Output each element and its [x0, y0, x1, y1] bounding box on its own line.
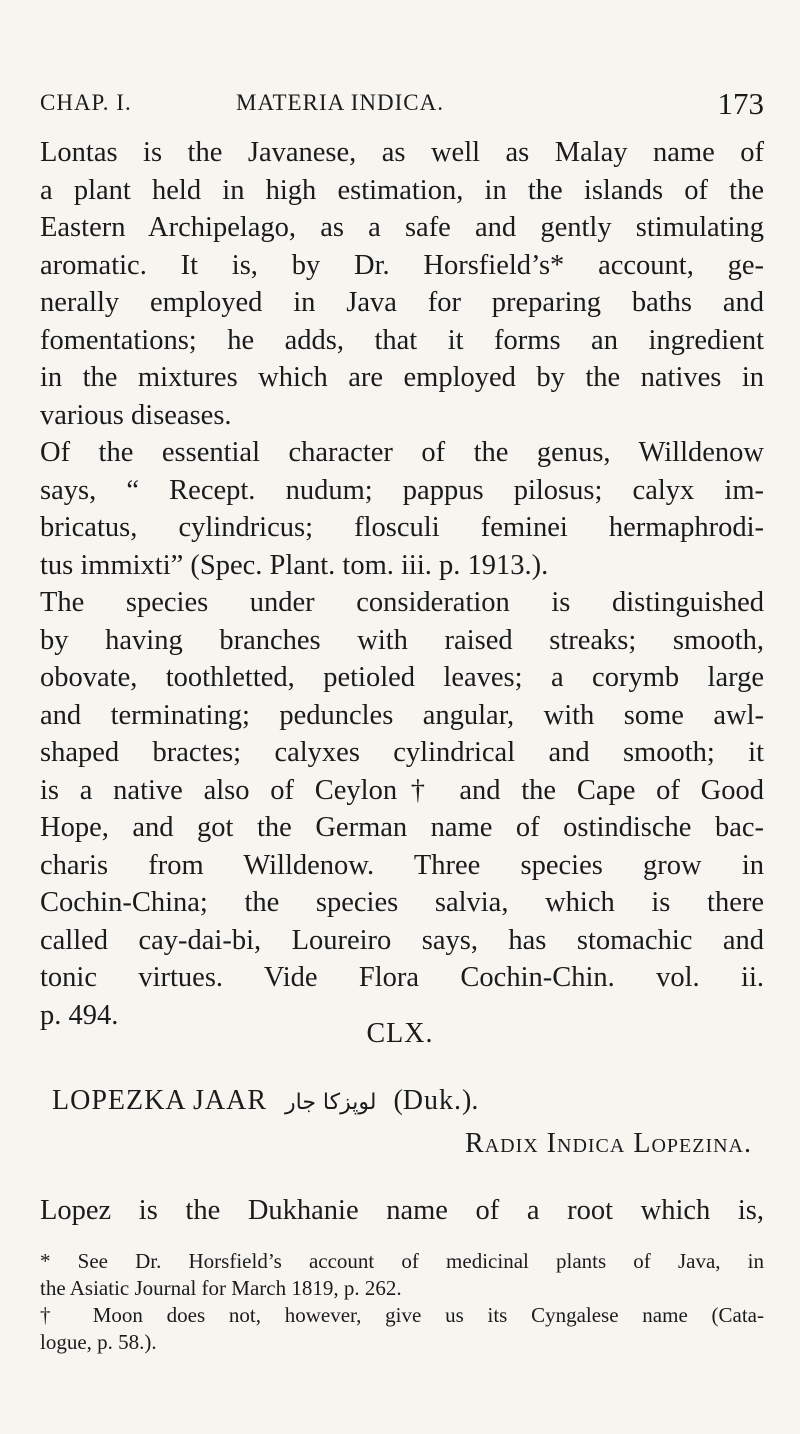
- footnote-line: † Moon does not, however, give us its Cyngalese name (Cata-: [40, 1303, 764, 1327]
- heading-arabic: لوپزكا جار: [285, 1090, 377, 1115]
- entry-heading: [52, 1085, 752, 1117]
- entry-subheading: Radix Indica Lopezina.: [465, 1128, 752, 1159]
- page-number: 173: [717, 86, 764, 121]
- text-line: in the mixtures which are employed by the natives in: [40, 362, 764, 393]
- text-line: Of the essential character of the genus, Willdenow: [40, 437, 764, 468]
- footnotes: [40, 1248, 764, 1356]
- text-line: various diseases.: [40, 399, 232, 431]
- text-line: Eastern Archipelago, as a safe and gently stimulating: [40, 212, 764, 243]
- text-line: tonic virtues. Vide Flora Cochin-Chin. vol. ii.: [40, 962, 764, 993]
- text-line: Lontas is the Javanese, as well as Malay name of: [40, 137, 764, 168]
- text-line: and terminating; peduncles angular, with some awl-: [40, 699, 764, 731]
- chapter-label: CHAP. I.: [40, 90, 132, 115]
- footnote-line: the Asiatic Journal for March 1819, p. 262.: [40, 1276, 402, 1300]
- heading-latin: LOPEZKA JAAR: [52, 1085, 268, 1116]
- body-text: [40, 134, 764, 1034]
- text-line: tus immixti” (Spec. Plant. tom. iii. p. 1913.).: [40, 549, 549, 581]
- text-line: p. 494.: [40, 999, 119, 1031]
- book-title: MATERIA INDICA.: [236, 90, 444, 115]
- text-line: shaped bractes; calyxes cylindrical and smooth; it: [40, 737, 764, 768]
- text-line: charis from Willdenow. Three species grow in: [40, 849, 764, 881]
- footnote-line: * See Dr. Horsfield’s account of medicinal plants of Java, in: [40, 1249, 764, 1273]
- text-line: Hope, and got the German name of ostindische bac-: [40, 812, 764, 843]
- text-line: The species under consideration is distinguished: [40, 587, 764, 618]
- text-line: says, “ Recept. nudum; pappus pilosus; calyx im-: [40, 474, 764, 506]
- text-line: called cay-dai-bi, Loureiro says, has stomachic and: [40, 924, 764, 956]
- text-line: a plant held in high estimation, in the islands of the: [40, 174, 764, 206]
- running-head: [40, 86, 764, 120]
- section-number: CLX.: [366, 1018, 434, 1049]
- text-line: bricatus, cylindricus; flosculi feminei hermaphrodi-: [40, 512, 764, 543]
- footnote-line: logue, p. 58.).: [40, 1330, 157, 1354]
- text-line: by having branches with raised streaks; smooth,: [40, 624, 764, 656]
- text-line: Cochin-China; the species salvia, which is there: [40, 887, 764, 918]
- heading-source: (Duk.).: [393, 1085, 479, 1116]
- text-line: obovate, toothletted, petioled leaves; a corymb large: [40, 662, 764, 693]
- text-line: nerally employed in Java for preparing baths and: [40, 287, 764, 318]
- text-line: Lopez is the Dukhanie name of a root which is,: [40, 1195, 764, 1226]
- text-line: fomentations; he adds, that it forms an ingredient: [40, 324, 764, 356]
- text-line: aromatic. It is, by Dr. Horsfield’s* account, ge-: [40, 249, 764, 281]
- text-line: is a native also of Ceylon† and the Cape of Good: [40, 774, 764, 806]
